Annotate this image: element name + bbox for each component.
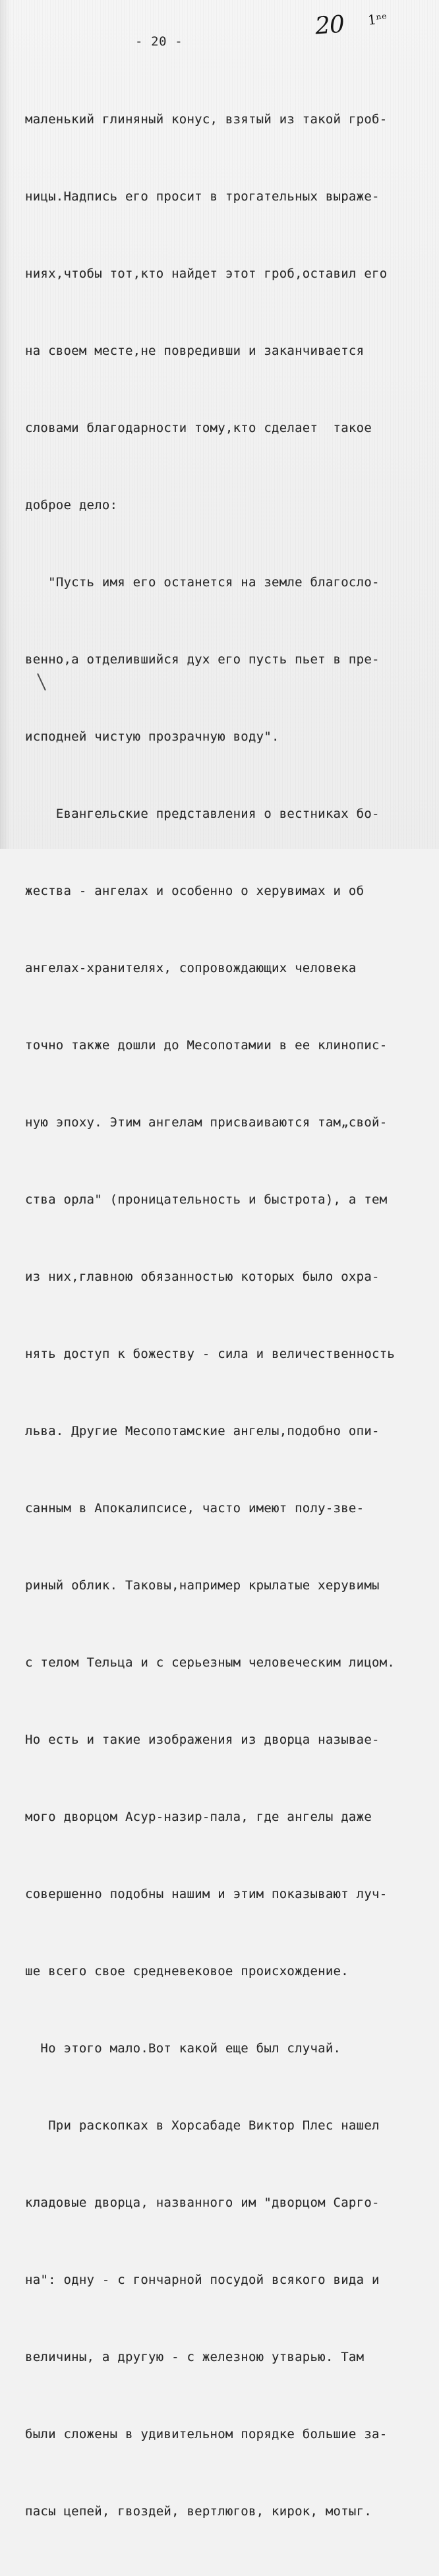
text-line: нять доступ к божеству - сила и величественность	[25, 1347, 395, 1361]
text-line: мого дворцом Асур-назир-пала, где ангелы даже	[25, 1810, 372, 1824]
text-line: "Пусть имя его останется на земле благосло-	[25, 575, 380, 590]
text-line: пасы цепей, гвоздей, вертлюгов, кирок, мотыг.	[25, 2504, 372, 2519]
text-line: жества - ангелах и особенно о херувимах и об	[25, 884, 365, 898]
text-line: из них,главною обязанностью которых было охра-	[25, 1270, 380, 1284]
text-line: словами благодарности тому,кто сделает такое	[25, 421, 372, 435]
text-line: риный облик. Таковы,например крылатые херувимы	[25, 1578, 380, 1593]
text-line: величины, а другую - с железною утварью. Там	[25, 2350, 365, 2364]
text-line: венно,а отделившийся дух его пусть пьет в пре-	[25, 652, 380, 667]
text-line: ства орла" (проницательность и быстрота), а тем	[25, 1192, 388, 1207]
text-line: Но есть и такие изображения из дворца называе-	[25, 1733, 380, 1747]
text-line: При раскопках в Хорсабаде Виктор Плес нашел	[25, 2118, 380, 2133]
text-line: Но этого мало.Вот какой еще был случай.	[25, 2041, 341, 2056]
text-line: с телом Тельца и с серьезным человеческим лицом.	[25, 1655, 395, 1670]
text-line: были сложены в удивительном порядке большие за-	[25, 2427, 388, 2441]
page-edge-shadow	[0, 0, 11, 849]
text-line: ше всего свое средневековое происхождение.	[25, 1964, 349, 1978]
text-line: кладовые дворца, названного им "дворцом Сарго-	[25, 2195, 380, 2210]
text-line: санным в Апокалипсисе, часто имеют полу-зве-	[25, 1501, 365, 1516]
text-line: Евангельские представления о вестниках бо-	[25, 807, 380, 821]
text-line: на своем месте,не повредивши и заканчивается	[25, 344, 365, 358]
text-line: совершенно подобны нашим и этим показывают луч-	[25, 1887, 388, 1901]
text-line: маленький глиняный конус, взятый из такой гроб-	[25, 112, 388, 127]
text-line: ную эпоху. Этим ангелам присваиваются там„свой-	[25, 1115, 388, 1130]
page-number: - 20 -	[135, 34, 183, 49]
text-line: доброе дело:	[25, 498, 118, 512]
handwritten-page-suffix: 1ⁿᵉ	[366, 10, 388, 28]
text-line: ницы.Надпись его просит в трогательных выраже-	[25, 189, 380, 204]
text-line: точно также дошли до Месопотамии в ее клинопис-	[25, 1038, 388, 1053]
handwritten-page-number: 20	[314, 11, 345, 40]
text-line: ангелах-хранителях, сопровождающих человека	[25, 961, 357, 975]
text-line: льва. Другие Месопотамские ангелы,подобно опи-	[25, 1424, 380, 1438]
text-line: исподней чистую прозрачную воду".	[25, 729, 279, 744]
text-line: на": одну - с гончарной посудой всякого вида и	[25, 2273, 380, 2287]
text-line: ниях,чтобы тот,кто найдет этот гроб,оставил его	[25, 266, 388, 281]
typewritten-text-block	[25, 55, 434, 2576]
